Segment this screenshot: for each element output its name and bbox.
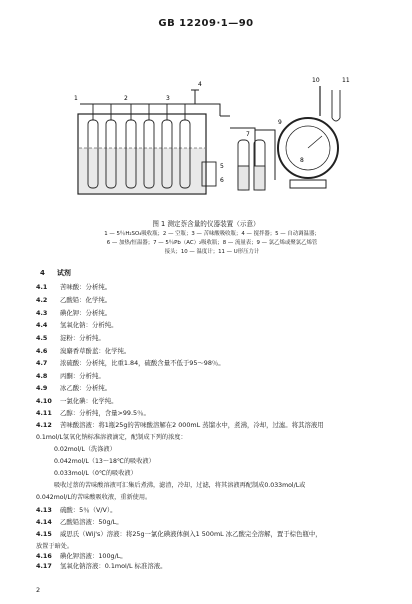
list-item: 4.11 乙醇：分析纯，含量>99.5％。 <box>36 409 150 417</box>
paragraph-line: 放置于暗处。 <box>36 543 74 550</box>
section-number: 4 <box>40 269 45 277</box>
list-item: 4.2 乙酸铅：化学纯。 <box>36 296 112 304</box>
label-1: 1 <box>74 95 78 102</box>
paragraph-line: 0.042mol/L的苦味酸吸收液，重新使用。 <box>36 494 152 501</box>
label-9: 9 <box>278 119 282 126</box>
pb-bottles <box>238 140 265 190</box>
paragraph-line: 0.1mol/L氢氧化钠标准溶液滴定，配制成下列的浓度： <box>36 434 187 441</box>
label-4: 4 <box>198 81 202 88</box>
label-8: 8 <box>300 157 304 164</box>
apparatus-diagram <box>70 70 350 218</box>
label-6: 6 <box>220 177 224 184</box>
list-item: 4.4 氢氧化钠：分析纯。 <box>36 321 118 329</box>
figure-caption: 图 1 测定萘含量的仪器装置（示意） <box>152 220 260 228</box>
u-tube <box>332 90 340 121</box>
concentration-line: 0.042mol/L（13～18℃的吸收液） <box>54 458 155 465</box>
list-item: 4.10 一氯化碘：化学纯。 <box>36 397 118 405</box>
list-item: 4.3 碘化钾：分析纯。 <box>36 309 112 317</box>
list-item: 4.6 溴麝香草酚蓝：化学纯。 <box>36 347 131 355</box>
thermostat <box>191 90 199 104</box>
section-title: 试剂 <box>56 269 71 277</box>
label-2: 2 <box>124 95 128 102</box>
list-item: 4.13 硫酸：5％（V/V）。 <box>36 506 117 514</box>
figure-legend-line: 接头；10 — 温度计；11 — U形压力计 <box>164 249 260 255</box>
list-item: 4.9 冰乙酸：分析纯。 <box>36 384 112 392</box>
list-item: 4.14 乙酸铅溶液：50g/L。 <box>36 518 123 526</box>
list-item: 4.17 氢氧化钠溶液：0.1mol/L 标准溶液。 <box>36 562 167 570</box>
list-item: 4.15 威思氏（Wij's）溶液：将25g一氯化碘液体倒入1 500mL 冰乙酸完全溶解，置于棕色瓶中， <box>36 530 322 538</box>
list-item: 4.16 碘化钾溶液：100g/L。 <box>36 552 127 560</box>
flow-meter-needle <box>308 136 322 148</box>
section-heading <box>40 268 71 278</box>
figure-legend-line: 6 — 加热/恒温器；7 — 5％Pb（AC）₂吸收瓶；8 — 流量表；9 — 氯乙烯或聚氯乙烯管 <box>106 240 318 246</box>
label-7: 7 <box>246 131 250 138</box>
page-number: 2 <box>36 586 41 594</box>
list-item: 4.7 浓硫酸：分析纯，比重1.84，硫酸含量不低于95～98％。 <box>36 359 225 367</box>
standard-code: GB 12209·1—90 <box>158 18 254 29</box>
list-item: 4.5 淀粉：分析纯。 <box>36 334 105 342</box>
label-3: 3 <box>166 95 170 102</box>
paragraph-line: 吸收过萘的苦味酸溶液可汇集后煮沸，滤渣，冷却，过滤，将其溶液再配制成0.033mol/L或 <box>54 482 306 489</box>
list-item: 4.12 苦味酸溶液：将1瓶25g的苦味酸溶解在2 000mL 蒸馏水中，煮沸，冷却，过滤。将其溶液用 <box>36 421 324 429</box>
label-5: 5 <box>220 163 224 170</box>
list-item: 4.8 丙酮：分析纯。 <box>36 372 105 380</box>
concentration-line: 0.033mol/L（0℃的吸收液） <box>54 470 137 477</box>
figure-legend-line: 1 — 5％H₂SO₄吸收瓶；2 — 空瓶；3 — 苦味酸吸收瓶；4 — 搅拌器；5 — 自动调温器； <box>104 231 320 237</box>
label-11: 11 <box>342 77 350 84</box>
label-10: 10 <box>312 77 320 84</box>
flow-meter-base <box>290 180 326 188</box>
concentration-line: 0.02mol/L（洗涤液） <box>54 446 116 453</box>
gas-line-2 <box>230 128 275 180</box>
list-item: 4.1 苦味酸：分析纯。 <box>36 283 112 291</box>
